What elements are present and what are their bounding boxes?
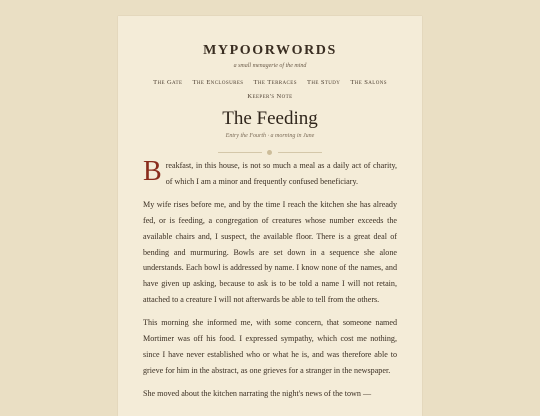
ornament-dot-icon	[267, 150, 272, 155]
paragraph: My wife rises before me, and by the time I reach the kitchen she has already fed, or is feeding, a congregation of creatures whose number exceeds the available chairs and, I suspect, the available floor. There is a great deal of bending and murmuring. Bowls are set down in a sequence she alone understands. Each bowl is addressed by name. I know none of the names, and have given up asking, because to ask is to be told a name I will not retain, attached to a creature I will not afterwards be able to tell from the others.	[143, 199, 397, 305]
post-body	[143, 158, 397, 409]
page-sheet	[118, 16, 422, 416]
nav-item-keepers-note[interactable]: Keeper's Note	[247, 93, 293, 100]
paragraph: This morning she informed me, with some concern, that someone named Mortimer was off his food. I expressed sympathy, which cost me nothing, since I have never established who or what he is, and was therefore able to grieve for him in the abstract, as one grieves for a stranger in the newspaper.	[143, 318, 397, 375]
drop-cap: B	[143, 156, 162, 187]
post-meta: Entry the Fourth · a morning in June	[225, 133, 315, 139]
nav-item-the-study[interactable]: The Study	[306, 79, 341, 86]
nav-item-the-terraces[interactable]: The Terraces	[253, 79, 297, 86]
site-tagline: a small menagerie of the mind	[233, 63, 307, 69]
divider-ornament	[218, 149, 322, 155]
nav-item-the-gate[interactable]: The Gate	[153, 79, 183, 86]
nav-item-the-enclosures[interactable]: The Enclosures	[192, 79, 244, 86]
paragraph: Breakfast, in this house, is not so much a meal as a daily act of charity, of which I am a minor and frequently confused beneficiary.	[143, 156, 397, 187]
nav-item-the-salons[interactable]: The Salons	[350, 79, 387, 86]
main-nav	[138, 76, 402, 104]
post-title: The Feeding	[222, 108, 318, 129]
site-title[interactable]: MYPOORWORDS	[203, 43, 337, 58]
paragraph: She moved about the kitchen narrating the night's news of the town —	[143, 388, 372, 398]
